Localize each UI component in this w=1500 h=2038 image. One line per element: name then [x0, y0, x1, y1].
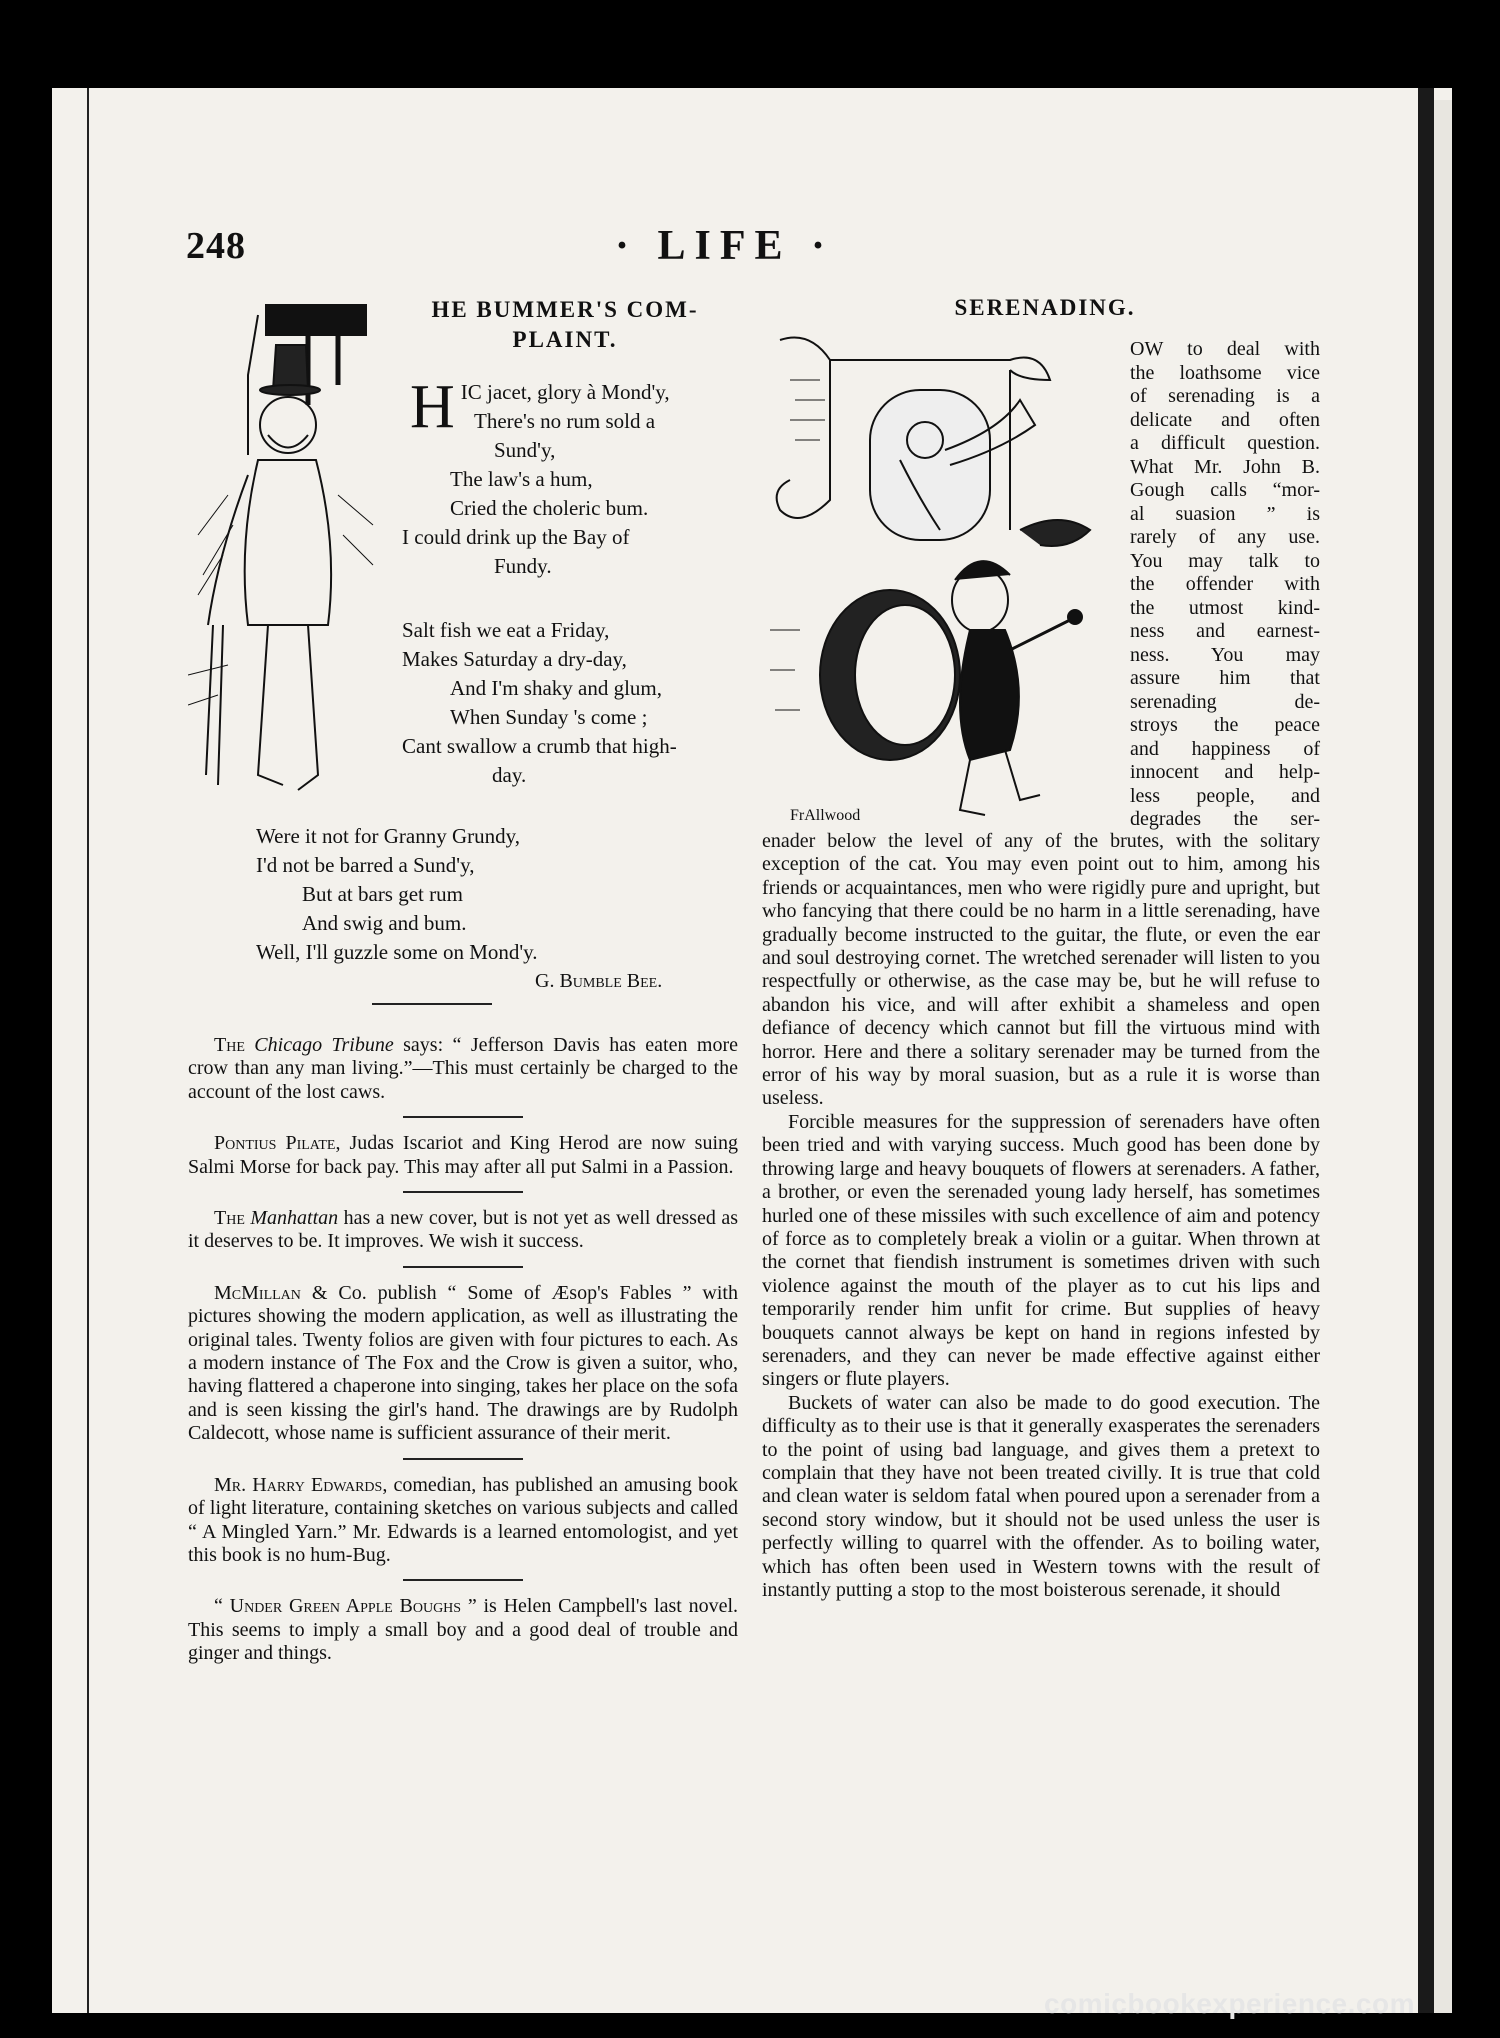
section-rule — [403, 1116, 523, 1118]
poem-line: day. — [492, 763, 527, 787]
item-mcmillan: McMillan & Co. publish “ Some of Æsop's Fables ” with pictures showing the modern application, as well as illustrating the original tales. Twenty folios are given with four pictures to each. As a modern instance of The Fox and the Crow is given a suitor, who, having flattered a chaperone into singing, takes her place on the sofa and is seen kissing the girl's hand. The drawings are by Rudolph Caldecott, whose name is sufficient assurance of their merit. — [188, 1281, 738, 1445]
intro-line: assure him that — [1130, 667, 1320, 689]
intro-line: ness and earnest- — [1130, 620, 1320, 642]
intro-line: stroys the peace — [1130, 714, 1320, 736]
section-rule — [403, 1266, 523, 1268]
short-items — [188, 1020, 738, 1666]
item-pilate: Pontius Pilate, Judas Iscariot and King Herod are now suing Salmi Morse for back pay. This may after all put Salmi in a Passion. — [188, 1132, 739, 1178]
next-page-edge — [1434, 100, 1452, 2013]
serenading-paragraph-2: Forcible measures for the suppression of serenaders have often been tried and with varying success. Much good has been done by throwing large and heavy bouquets of flowers at serenaders. A father, a brother, or even the serenaded young lady herself, has sometimes hurled one of these missiles with such excellence of aim and potency of force as to completely break a violin or a guitar. When thrown at the cornet that fiendish instrument is sometimes driven with such violence against the mouth of the player as to cut his lips and temporarily render him unfit for crime. But supplies of heavy bouquets cannot always be kept on hand in regions infested by serenaders, and they can never be made effective against either singers or flute players. — [762, 1110, 1320, 1391]
intro-line: rarely of any use. — [1130, 526, 1320, 548]
bummer-title — [395, 295, 735, 355]
intro-line: ness. You may — [1130, 643, 1320, 666]
page-number: 248 — [186, 225, 246, 267]
poem-line: Salt fish we eat a Friday, — [402, 618, 610, 642]
intro-line: delicate and often — [1130, 408, 1320, 431]
intro-line: a difficult question. — [1130, 432, 1320, 454]
poem-line: And I'm shaky and glum, — [450, 676, 663, 700]
poem-line: When Sunday 's come ; — [450, 705, 648, 729]
serenading-body — [762, 830, 1320, 1602]
intro-line: You may talk to — [1130, 549, 1320, 572]
item-tribune: The Chicago Tribune says: “ Jefferson Davis has eaten more crow than any man living.”—This must certainly be charged to the account of the lost caws. — [188, 1034, 738, 1103]
poem-line: Makes Saturday a dry-day, — [402, 647, 627, 671]
poem-line: Well, I'll guzzle some on Mond'y. — [256, 940, 538, 964]
intro-line: al suasion ” is — [1130, 502, 1320, 525]
intro-line: serenading de- — [1130, 690, 1320, 713]
poem-stanza-3 — [256, 822, 716, 967]
intro-line: Gough calls “mor- — [1130, 479, 1320, 501]
intro-line: less people, and — [1130, 784, 1320, 807]
poem-line: HIC jacet, glory à Mond'y, — [410, 373, 670, 441]
bummer-title-line1: HE BUMMER'S COM- — [431, 297, 699, 322]
poem-line: Fundy. — [494, 554, 552, 578]
serenading-intro — [1130, 338, 1320, 832]
binding-edge — [87, 88, 89, 2013]
item-campbell: “ Under Green Apple Boughs ” is Helen Campbell's last novel. This seems to imply a small boy and a good deal of trouble and ginger and things. — [188, 1595, 738, 1665]
intro-line: and happiness of — [1130, 737, 1320, 760]
poem-line: There's no rum sold a — [474, 409, 656, 433]
bummer-title-line2: PLAINT. — [512, 327, 618, 352]
poem-line: I'd not be barred a Sund'y, — [256, 853, 475, 877]
serenader-illustration — [770, 330, 1110, 830]
serenading-title: SERENADING. — [954, 295, 1136, 320]
bummer-illustration — [188, 295, 378, 815]
intro-line: What Mr. John B. — [1130, 455, 1320, 478]
watermark: comicbookexperience.com — [1044, 1988, 1415, 2019]
poem-line: And swig and bum. — [302, 911, 467, 935]
poem-line: Were it not for Granny Grundy, — [256, 824, 521, 848]
poem-dropcap: H — [410, 373, 455, 441]
poem-line: But at bars get rum — [302, 882, 463, 906]
intro-line: OW to deal with — [1130, 338, 1320, 360]
section-rule — [403, 1579, 523, 1581]
poem-line: Cried the choleric bum. — [450, 496, 649, 520]
poem-line: Cant swallow a crumb that high- — [402, 734, 677, 758]
poem-line: Sund'y, — [494, 438, 556, 462]
masthead: · LIFE · — [615, 223, 835, 269]
illustration-signature: FrAllwood — [790, 807, 861, 824]
intro-line: the loathsome vice — [1130, 361, 1320, 384]
intro-line: innocent and help- — [1130, 761, 1320, 783]
serenading-paragraph-3: Buckets of water can also be made to do good execution. The difficulty as to their use is that it generally exasperates the serenaders to the point of using bad language, and gives them a pretext to complain that they have not been treated civilly. It is true that cold and clean water is seldom fatal when poured upon a serenader from a second story window, but it should not be used unless the user is perfectly willing to quarrel with the offender. As to boiling water, which has often been used in Western towns with the result of instantly putting a stop to the most boisterous serenade, it should — [762, 1391, 1320, 1601]
poem-line: The law's a hum, — [450, 467, 593, 491]
poem-signature: G. Bumble Bee. — [535, 970, 663, 992]
serenading-paragraph-1: enader below the level of any of the brutes, with the solitary exception of the cat. You may even point out to him, among his friends or acquaintances, men who were rigidly pure and upright, but who fancying that there could be no harm in a little serenading, have gradually become instructed to the guitar, the flute, or even the ear and soul destroying cornet. The wretched serenader will listen to you respectfully or otherwise, as the case may be, but he will refuse to abandon his vice, and will after exhibit a shameless and open defiance of decency which cannot but fill the virtuous mind with horror. Here and there a solitary serenader may be turned from the error of his way by moral suasion, but as a rule it is worse than useless. — [762, 830, 1320, 1110]
poem-stanza-2 — [402, 616, 737, 790]
section-rule — [403, 1458, 523, 1460]
section-rule — [403, 1191, 523, 1193]
item-manhattan: The Manhattan has a new cover, but is not yet as well dressed as it deserves to be. It improves. We wish it success. — [188, 1207, 738, 1253]
section-rule — [372, 1003, 492, 1005]
page-right-shadow — [1418, 88, 1434, 2013]
intro-line: of serenading is a — [1130, 385, 1320, 407]
poem-stanza-1 — [402, 373, 737, 581]
poem-line: I could drink up the Bay of — [402, 525, 630, 549]
intro-line: degrades the ser- — [1130, 808, 1320, 830]
item-edwards: Mr. Harry Edwards, comedian, has published an amusing book of light literature, containing sketches on various subjects and called “ A Mingled Yarn.” Mr. Edwards is a learned entomologist, and yet this book is no hum-Bug. — [188, 1473, 738, 1566]
intro-line: the utmost kind- — [1130, 596, 1320, 619]
intro-line: the offender with — [1130, 573, 1320, 595]
